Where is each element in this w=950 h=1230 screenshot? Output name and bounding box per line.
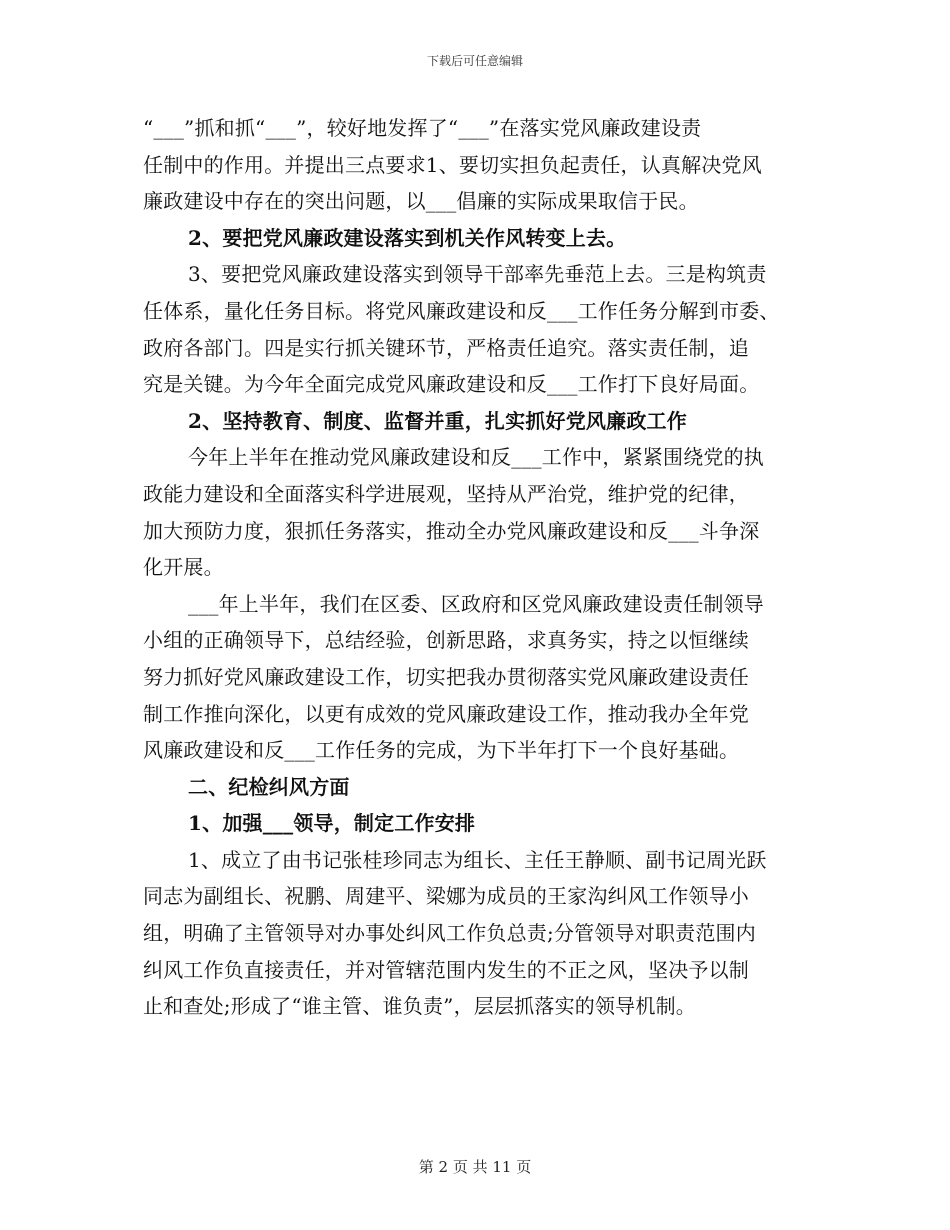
paragraph-line: 止和查处;形成了“谁主管、谁负责”，层层抓落实的领导机制。: [143, 994, 696, 1019]
paragraph-line: 风廉政建设和反___工作任务的完成，为下半年打下一个良好基础。: [143, 738, 740, 763]
page-header: 下载后可任意编辑: [426, 54, 523, 68]
paragraph-line: 3、要把党风廉政建设落实到领导干部率先垂范上去。三是构筑责: [188, 262, 767, 287]
section-heading-line: 2、要把党风廉政建设落实到机关作风转变上去。: [188, 225, 627, 250]
paragraph-line: 组，明确了主管领导对办事处纠风工作负总责;分管领导对职责范围内: [143, 921, 756, 946]
paragraph-line: “___”抓和抓“___”，较好地发挥了“___”在落实党风廉政建设责: [143, 116, 702, 140]
paragraph-line: 制工作推向深化，以更有成效的党风廉政建设工作，推动我办全年党: [143, 701, 749, 726]
page-number: 第 2 页 共 11 页: [418, 1158, 532, 1176]
paragraph-line: 今年上半年在推动党风廉政建设和反___工作中，紧紧围绕党的执: [188, 445, 764, 470]
section-heading-line: 二、纪检纠风方面: [188, 774, 350, 799]
paragraph-line: ___年上半年，我们在区委、区政府和区党风廉政建设责任制领导: [188, 591, 764, 616]
paragraph-line: 同志为副组长、祝鹏、周建平、梁娜为成员的王家沟纠风工作领导小: [143, 884, 749, 909]
paragraph-line: 究是关键。为今年全面完成党风廉政建设和反___工作打下良好局面。: [143, 372, 760, 397]
paragraph-line: 化开展。: [143, 555, 224, 580]
paragraph-line: 政府各部门。四是实行抓关键环节，严格责任追究。落实责任制，追: [143, 335, 749, 360]
section-heading-line: 1、加强___领导，制定工作安排: [188, 811, 476, 836]
document-body: [143, 110, 815, 1025]
paragraph-line: 任制中的作用。并提出三点要求1、要切实担负起责任，认真解决党风: [143, 152, 762, 177]
paragraph-line: 纠风工作负直接责任，并对管辖范围内发生的不正之风，坚决予以制: [143, 957, 749, 982]
paragraph-line: 廉政建设中存在的突出问题，以___倡廉的实际成果取信于民。: [143, 189, 699, 214]
paragraph-line: 努力抓好党风廉政建设工作，切实把我办贯彻落实党风廉政建设责任: [143, 664, 749, 689]
paragraph-line: 加大预防力度，狠抓任务落实，推动全办党风廉政建设和反___斗争深: [143, 518, 760, 543]
paragraph-line: 小组的正确领导下，总结经验，创新思路，求真务实，持之以恒继续: [143, 628, 749, 653]
paragraph-line: 政能力建设和全面落实科学进展观，坚持从严治党，维护党的纪律，: [143, 481, 749, 506]
paragraph-line: 1、成立了由书记张桂珍同志为组长、主任王静顺、副书记周光跃: [188, 847, 767, 872]
paragraph-line: 任体系，量化任务目标。将党风廉政建设和反___工作任务分解到市委、: [143, 298, 780, 323]
section-heading-line: 2、坚持教育、制度、监督并重，扎实抓好党风廉政工作: [188, 408, 687, 433]
